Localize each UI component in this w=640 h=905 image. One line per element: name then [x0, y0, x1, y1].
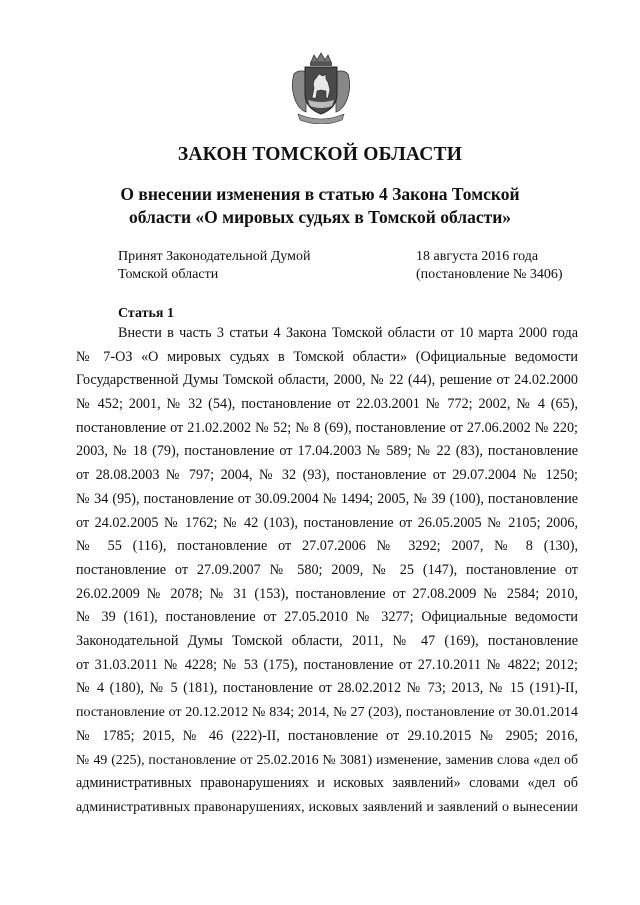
- body-line: № 34 (95), постановление от 30.09.2004 № 1494; 2005, № 39 (100), постановление: [76, 490, 578, 507]
- body-line: административных правонарушениях и исковых заявлений» словами «дел об: [76, 775, 578, 792]
- body-line: Законодательной Думы Томской области, 2011, № 47 (169), постановление: [76, 632, 578, 649]
- body-line: постановление от 20.12.2012 № 834; 2014, № 27 (203), постановление от 30.01.2014: [76, 705, 578, 720]
- body-line: 2003, № 18 (79), постановление от 17.04.2003 № 589; № 22 (83), постановление: [76, 443, 578, 460]
- law-title: ЗАКОН ТОМСКОЙ ОБЛАСТИ: [177, 144, 463, 165]
- body-line: постановление от 21.02.2002 № 52; № 8 (69), постановление от 27.06.2002 № 220;: [76, 419, 578, 436]
- adoption-date-info: [416, 248, 563, 283]
- body-line: № 7-ОЗ «О мировых судьях в Томской области» (Официальные ведомости: [76, 348, 578, 365]
- body-line: от 31.03.2011 № 4228; № 53 (175), постановление от 27.10.2011 № 4822; 2012;: [76, 656, 578, 673]
- body-line: № 55 (116), постановление от 27.07.2006 № 3292; 2007, № 8 (130),: [76, 538, 578, 555]
- body-line: 26.02.2009 № 2078; № 31 (153), постановление от 27.08.2009 № 2584; 2010,: [76, 585, 578, 602]
- law-subtitle: [60, 183, 580, 229]
- coat-of-arms-icon: [288, 52, 354, 124]
- adopted-by-line-2: Томской области: [118, 266, 219, 282]
- adopted-by-line-1: Принят Законодательной Думой: [118, 249, 311, 264]
- article-body: [76, 322, 578, 819]
- body-line: постановление от 27.09.2007 № 580; 2009, № 25 (147), постановление от: [76, 561, 578, 578]
- body-line: Внести в часть 3 статьи 4 Закона Томской области от 10 марта 2000 года: [118, 325, 578, 341]
- adoption-date: 18 августа 2016 года: [416, 249, 539, 264]
- body-line: № 452; 2001, № 32 (54), постановление от 22.03.2001 № 772; 2002, № 4 (65),: [76, 396, 578, 413]
- article-heading: Статья 1: [118, 306, 174, 321]
- body-line: Государственной Думы Томской области, 2000, № 22 (44), решение от 24.02.2000: [76, 372, 578, 389]
- body-line: № 49 (225), постановление от 25.02.2016 № 3081) изменение, заменив слова «дел об: [76, 752, 578, 768]
- body-line: № 1785; 2015, № 46 (222)-II, постановление от 29.10.2015 № 2905; 2016,: [76, 727, 578, 744]
- subtitle-line-1: О внесении изменения в статью 4 Закона Томской: [120, 184, 520, 204]
- resolution-number: (постановление № 3406): [416, 266, 563, 282]
- body-line: № 4 (180), № 5 (181), постановление от 28.02.2012 № 73; 2013, № 15 (191)-II,: [76, 680, 578, 697]
- body-line: № 39 (161), постановление от 27.05.2010 № 3277; Официальные ведомости: [76, 609, 578, 626]
- body-line: от 24.02.2005 № 1762; № 42 (103), постановление от 26.05.2005 № 2105; 2006,: [76, 514, 578, 531]
- body-line: административных правонарушениях, исковых заявлений и заявлений о вынесении: [76, 799, 578, 815]
- adoption-info: [118, 248, 310, 283]
- subtitle-line-2: области «О мировых судьях в Томской области»: [128, 207, 512, 227]
- body-line: от 28.08.2003 № 797; 2004, № 32 (93), постановление от 29.07.2004 № 1250;: [76, 467, 578, 484]
